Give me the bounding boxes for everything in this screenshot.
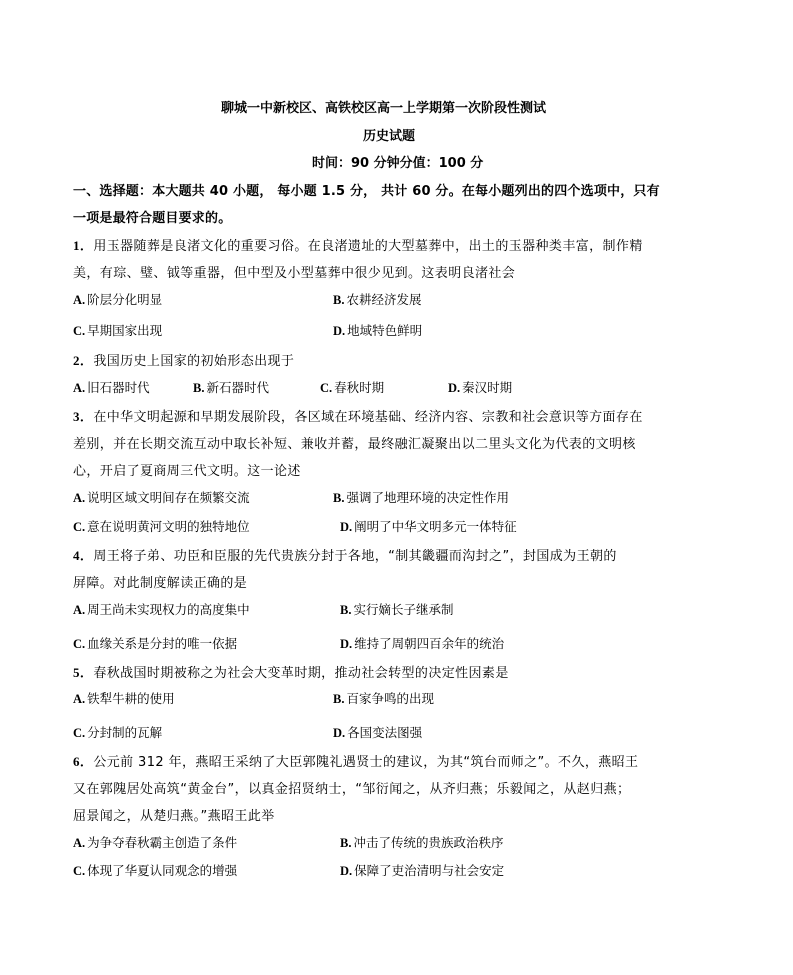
option-d[interactable]: D. 各国变法图强 [333, 725, 423, 740]
question-text: 在中华文明起源和早期发展阶段，各区域在环境基础、经济内容、宗教和社会意识等方面存在 [93, 410, 643, 425]
option-b[interactable]: B. 百家争鸣的出现 [333, 691, 434, 706]
question-3-line-2: 差别，并在长期交流互动中取长补短、兼收并蓄，最终融汇凝聚出以二里头文化为代表的文明核 [73, 437, 636, 452]
option-c[interactable]: C. 早期国家出现 [73, 323, 163, 338]
exam-subject: 历史试题 [363, 129, 416, 144]
option-b[interactable]: B. 新石器时代 [193, 380, 269, 395]
question-1-line-1 [73, 235, 643, 254]
question-6-line-3: 屈景闻之，从楚归燕。”燕昭王此举 [73, 809, 275, 824]
option-b[interactable]: B. 冲击了传统的贵族政治秩序 [340, 835, 504, 850]
question-number: 3． [73, 409, 94, 424]
question-6-line-2: 又在郭隗居处高筑“黄金台”，以真金招贤纳士，“邹衍闻之，从齐归燕；乐毅闻之，从赵归燕； [73, 782, 631, 797]
question-4-line-1 [73, 545, 617, 564]
option-b[interactable]: B. 农耕经济发展 [333, 292, 422, 307]
question-1-line-2: 美，有琮、璧、钺等重器，但中型及小型墓葬中很少见到。这表明良渚社会 [73, 266, 516, 281]
question-5-line-1 [73, 662, 509, 681]
option-b[interactable]: B. 实行嫡长子继承制 [340, 602, 454, 617]
question-text: 春秋战国时期被称之为社会大变革时期，推动社会转型的决定性因素是 [93, 666, 509, 681]
section-instructions-line-2: 一项是最符合题目要求的。 [73, 211, 232, 226]
option-c[interactable]: C. 体现了华夏认同观念的增强 [73, 863, 238, 878]
question-2-line-1 [73, 350, 294, 369]
question-4-line-2: 屏障。对此制度解读正确的是 [73, 576, 248, 591]
option-c[interactable]: C. 春秋时期 [320, 380, 385, 395]
option-a[interactable]: A. 周王尚未实现权力的高度集中 [73, 602, 250, 617]
option-c[interactable]: C. 分封制的瓦解 [73, 725, 163, 740]
question-3-line-3: 心，开启了夏商周三代文明。这一论述 [73, 464, 301, 479]
option-a[interactable]: A. 铁犁牛耕的使用 [73, 691, 175, 706]
question-6-line-1 [73, 751, 638, 770]
question-number: 4． [73, 548, 94, 563]
question-text: 用玉器随葬是良渚文化的重要习俗。在良渚遗址的大型墓葬中，出土的玉器种类丰富，制作精 [93, 239, 643, 254]
option-b[interactable]: B. 强调了地理环境的决定性作用 [333, 490, 509, 505]
question-3-line-1 [73, 406, 643, 425]
exam-title: 聊城一中新校区、高铁校区高一上学期第一次阶段性测试 [221, 101, 547, 116]
option-d[interactable]: D. 维持了周朝四百余年的统治 [340, 636, 505, 651]
question-number: 5． [73, 665, 94, 680]
question-number: 2． [73, 353, 94, 368]
option-d[interactable]: D. 保障了吏治清明与社会安定 [340, 863, 505, 878]
question-number: 6． [73, 754, 94, 769]
option-a[interactable]: A. 阶层分化明显 [73, 292, 163, 307]
section-instructions-line-1: 一、选择题：本大题共 40 小题， 每小题 1.5 分， 共计 60 分。在每小题列出的四个选项中，只有 [73, 184, 660, 199]
option-a[interactable]: A. 为争夺春秋霸主创造了条件 [73, 835, 238, 850]
question-text: 我国历史上国家的初始形态出现于 [93, 354, 295, 369]
option-d[interactable]: D. 秦汉时期 [448, 380, 513, 395]
option-c[interactable]: C. 血缘关系是分封的唯一依据 [73, 636, 238, 651]
question-text: 周王将子弟、功臣和臣服的先代贵族分封于各地，“制其畿疆而沟封之”，封国成为王朝的 [93, 549, 617, 564]
option-c[interactable]: C. 意在说明黄河文明的独特地位 [73, 519, 250, 534]
option-d[interactable]: D. 阐明了中华文明多元一体特征 [340, 519, 517, 534]
exam-time-score: 时间：90 分钟分值：100 分 [312, 156, 484, 171]
option-a[interactable]: A. 说明区域文明间存在频繁交流 [73, 490, 250, 505]
option-a[interactable]: A. 旧石器时代 [73, 380, 150, 395]
option-d[interactable]: D. 地域特色鲜明 [333, 323, 423, 338]
question-number: 1． [73, 238, 94, 253]
question-text: 公元前 312 年，燕昭王采纳了大臣郭隗礼遇贤士的建议，为其“筑台而师之”。不久，燕昭王 [93, 755, 639, 770]
